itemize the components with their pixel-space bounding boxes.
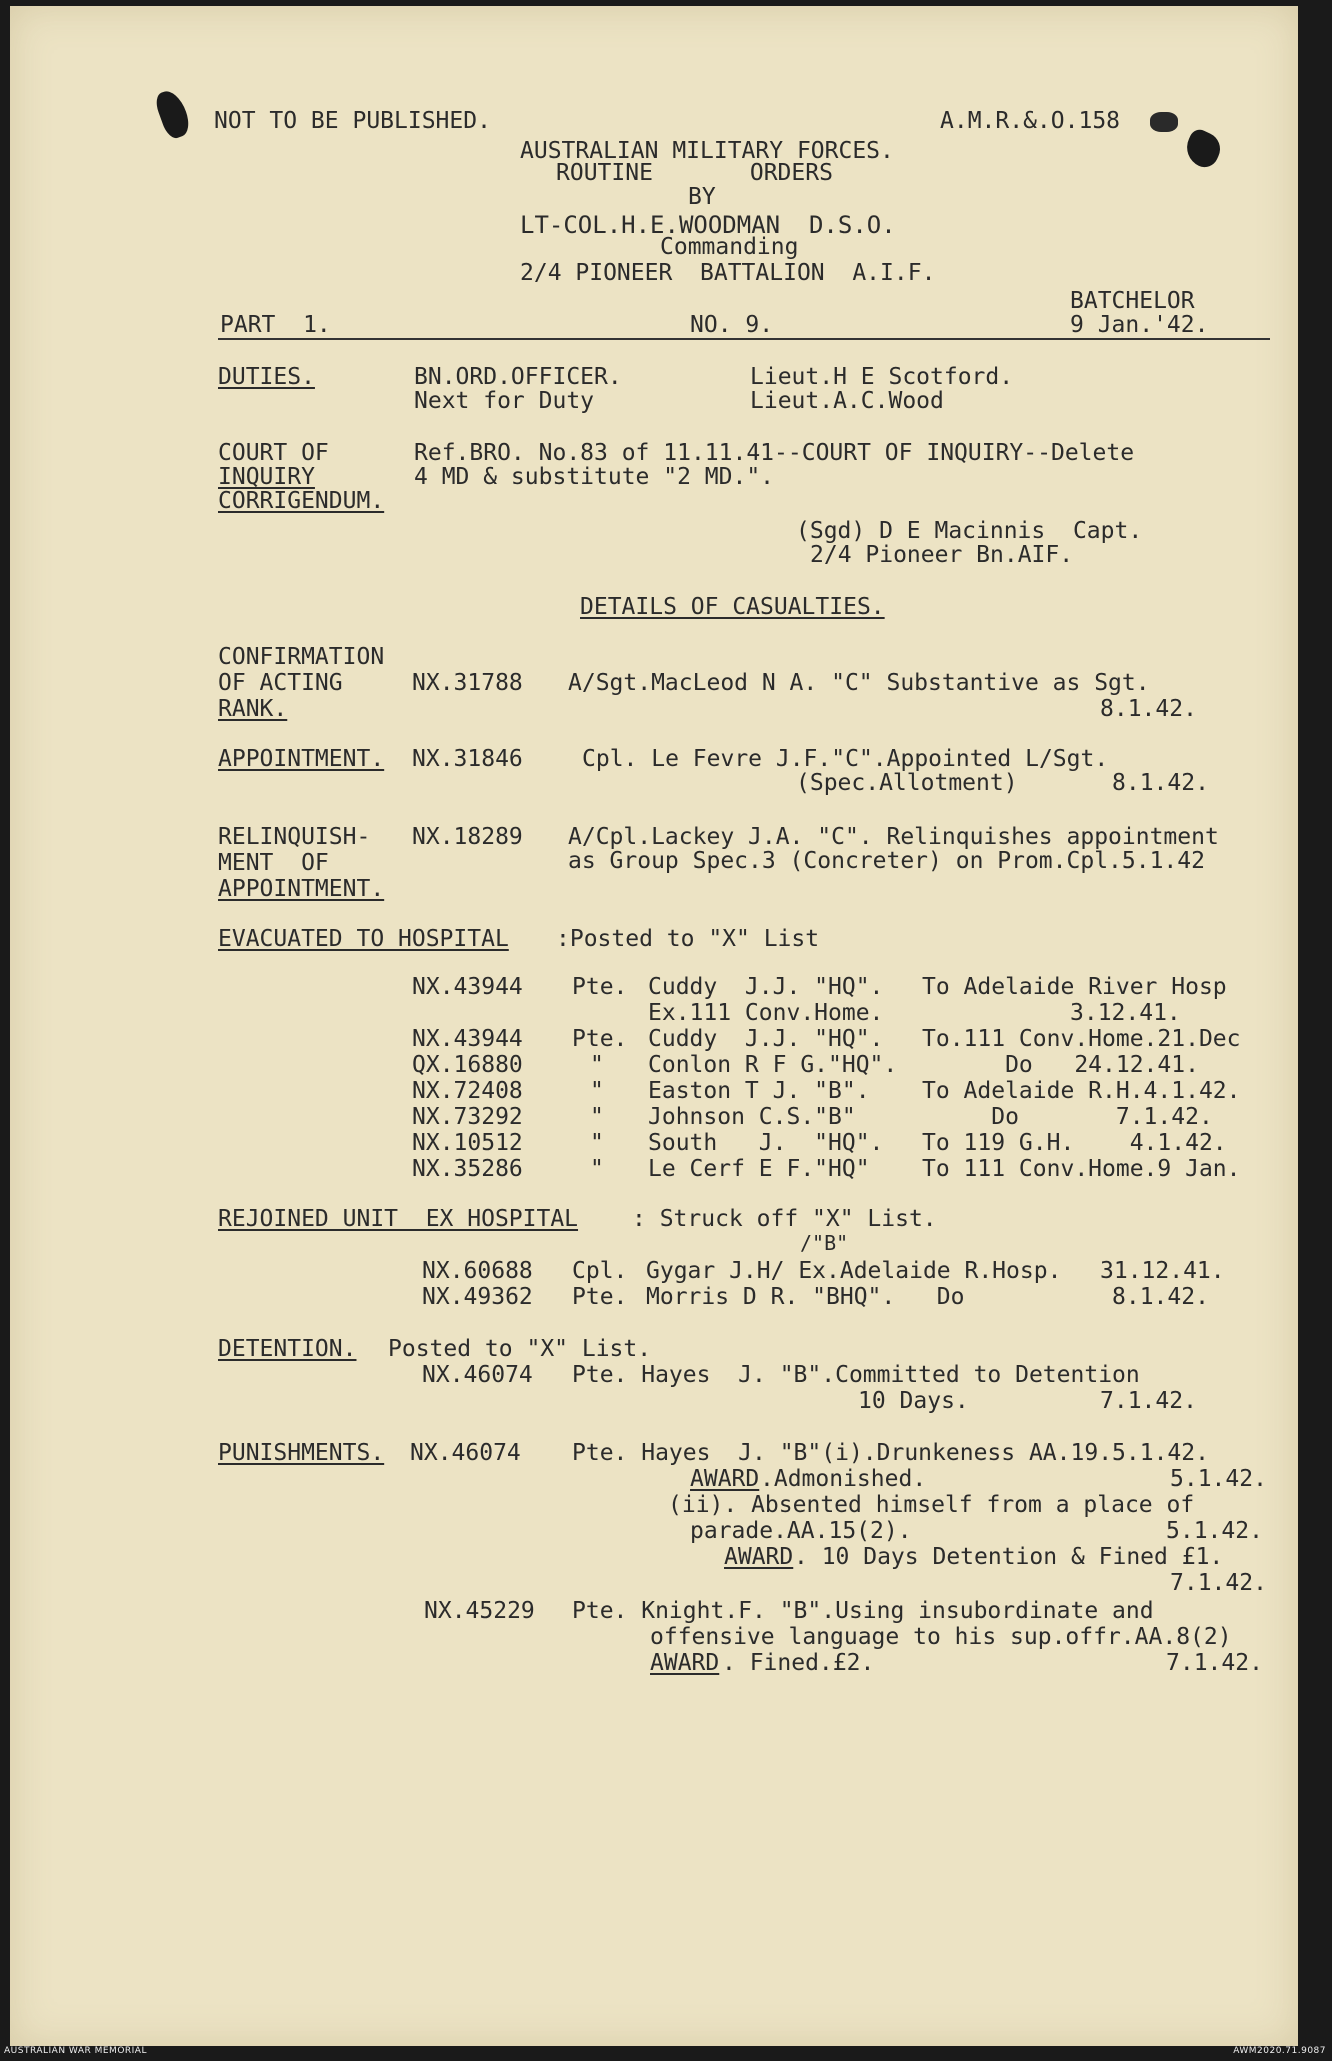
evac-row-rank: " (590, 1156, 604, 1182)
header-rule (218, 338, 1270, 340)
confirmation-text: A/Sgt.MacLeod N A. "C" Substantive as Sgt. (568, 670, 1150, 696)
evac-row-name: Johnson C.S."B" (648, 1104, 856, 1130)
appointment-text-2: (Spec.Allotment) (796, 770, 1018, 796)
location-label: BATCHELOR (1070, 288, 1195, 314)
relinquish-text-1: A/Cpl.Lackey J.A. "C". Relinquishes appointment (568, 824, 1219, 850)
evacuated-note: :Posted to "X" List (556, 926, 820, 952)
confirmation-date: 8.1.42. (1100, 696, 1197, 722)
confirmation-heading-2: OF ACTING (218, 670, 343, 696)
appointment-heading: APPOINTMENT. (218, 746, 385, 772)
confirmation-heading-3: RANK. (218, 696, 288, 722)
award-label: AWARD (650, 1650, 720, 1676)
award-1: .Admonished. (760, 1466, 927, 1492)
punishment-line-4: Pte. Knight.F. "B".Using insubordinate and (572, 1598, 1154, 1624)
footer-left: AUSTRALIAN WAR MEMORIAL (4, 2046, 147, 2056)
award-2-date: 7.1.42. (1170, 1570, 1267, 1596)
evac-row-number: NX.72408 (412, 1078, 523, 1104)
confirmation-heading-1: CONFIRMATION (218, 644, 385, 670)
order-date: 9 Jan.'42. (1070, 312, 1209, 338)
evac-row-detail: To Adelaide River Hosp (922, 974, 1227, 1000)
corrigendum-heading-3: CORRIGENDUM. (218, 488, 385, 514)
evac-row-name: South J. "HQ". (648, 1130, 884, 1156)
corrigendum-text-2: 4 MD & substitute "2 MD.". (414, 464, 775, 490)
rejoined-row-date: 8.1.42. (1112, 1284, 1209, 1310)
part-label: PART 1. (220, 312, 331, 338)
evacuated-heading: EVACUATED TO HOSPITAL (218, 926, 509, 952)
rejoined-row-number: NX.60688 (422, 1258, 533, 1284)
evac-row-rank: " (590, 1130, 604, 1156)
evac-row-name: Cuddy J.J. "HQ". (648, 974, 884, 1000)
detention-number: NX.46074 (422, 1362, 533, 1388)
order-number: NO. 9. (690, 312, 774, 338)
evac-row-number: NX.73292 (412, 1104, 523, 1130)
evac-row-name: Le Cerf E F."HQ" (648, 1156, 870, 1182)
evac-row-rank: " (590, 1104, 604, 1130)
duties-heading: DUTIES. (218, 364, 315, 390)
appointment-text-1: Cpl. Le Fevre J.F."C".Appointed L/Sgt. (582, 746, 1109, 772)
routine-orders-title: ROUTINE ORDERS (556, 160, 833, 186)
organisation-title: AUSTRALIAN MILITARY FORCES. (520, 138, 894, 164)
evac-row-detail: To.111 Conv.Home.21.Dec (922, 1026, 1241, 1052)
evac-row-detail: 3.12.41. (1070, 1000, 1181, 1026)
punishments-heading: PUNISHMENTS. (218, 1440, 385, 1466)
punishment-line-5: offensive language to his sup.offr.AA.8(2) (650, 1624, 1232, 1650)
ink-blot (1150, 112, 1178, 132)
duties-name-2: Lieut.A.C.Wood (750, 388, 944, 414)
evac-row-number: NX.43944 (412, 1026, 523, 1052)
signature-line-2: 2/4 Pioneer Bn.AIF. (810, 542, 1074, 568)
evac-row-detail: To Adelaide R.H.4.1.42. (922, 1078, 1241, 1104)
detention-note: Posted to "X" List. (388, 1336, 652, 1362)
duties-role-2: Next for Duty (414, 388, 595, 414)
commander-name: LT-COL.H.E.WOODMAN D.S.O. (520, 211, 896, 239)
evac-row-number: NX.35286 (412, 1156, 523, 1182)
duties-role-1: BN.ORD.OFFICER. (414, 364, 622, 390)
corrigendum-text-1: Ref.BRO. No.83 of 11.11.41--COURT OF INQUIRY--Delete (414, 440, 1135, 466)
award-label: AWARD (690, 1466, 760, 1492)
rejoined-row-rank: Pte. (572, 1284, 628, 1310)
punishment-number-2: NX.45229 (424, 1598, 535, 1624)
evac-row-name: Ex.111 Conv.Home. (648, 1000, 884, 1026)
punishment-line-3-date: 5.1.42. (1166, 1518, 1263, 1544)
relinquish-heading-2: MENT OF (218, 850, 329, 876)
confirmation-number: NX.31788 (412, 670, 523, 696)
award-2: . 10 Days Detention & Fined £1. (794, 1544, 1224, 1570)
rejoined-row-text: Gygar J.H/ Ex.Adelaide R.Hosp. (646, 1258, 1062, 1284)
by-label: BY (688, 184, 716, 210)
unit-name: 2/4 PIONEER BATTALION A.I.F. (520, 260, 936, 286)
evac-row-detail: Do 7.1.42. (922, 1104, 1213, 1130)
order-reference: A.M.R.&.O.158 (940, 108, 1121, 134)
not-published-label: NOT TO BE PUBLISHED. (214, 108, 491, 134)
rejoined-row-rank: Cpl. (572, 1258, 628, 1284)
detention-text: Pte. Hayes J. "B".Committed to Detention (572, 1362, 1140, 1388)
punishment-line-2: (ii). Absented himself from a place of (668, 1492, 1195, 1518)
relinquish-number: NX.18289 (412, 824, 523, 850)
evac-row-number: NX.10512 (412, 1130, 523, 1156)
detention-date: 7.1.42. (1100, 1388, 1197, 1414)
evac-row-detail: To 119 G.H. 4.1.42. (922, 1130, 1227, 1156)
appointment-date: 8.1.42. (1112, 770, 1209, 796)
award-1-date: 5.1.42. (1170, 1466, 1267, 1492)
rejoined-overwrite: /"B" (800, 1231, 849, 1255)
award-3: . Fined.£2. (722, 1650, 875, 1676)
corrigendum-heading-1: COURT OF (218, 440, 329, 466)
punishment-line-3: parade.AA.15(2). (690, 1518, 912, 1544)
rejoined-note: : Struck off "X" List. (632, 1206, 937, 1232)
duties-name-1: Lieut.H E Scotford. (750, 364, 1014, 390)
evac-row-rank: " (590, 1078, 604, 1104)
detention-days: 10 Days. (858, 1388, 969, 1414)
rejoined-row-text: Morris D R. "BHQ". Do (646, 1284, 965, 1310)
relinquish-heading-1: RELINQUISH- (218, 824, 371, 850)
casualties-title: DETAILS OF CASUALTIES. (580, 594, 885, 620)
commanding-label: Commanding (660, 234, 799, 260)
corrigendum-heading-2: INQUIRY (218, 464, 315, 490)
evac-row-number: QX.16880 (412, 1052, 523, 1078)
signature-line-1: (Sgd) D E Macinnis Capt. (796, 518, 1143, 544)
evac-row-name: Easton T J. "B". (648, 1078, 870, 1104)
award-3-date: 7.1.42. (1166, 1650, 1263, 1676)
evac-row-rank: Pte. (572, 1026, 628, 1052)
evac-row-detail: Do 24.12.41. (922, 1052, 1199, 1078)
rejoined-row-number: NX.49362 (422, 1284, 533, 1310)
relinquish-text-2: as Group Spec.3 (Concreter) on Prom.Cpl.5.1.42 (568, 848, 1205, 874)
evac-row-number: NX.43944 (412, 974, 523, 1000)
appointment-number: NX.31846 (412, 746, 523, 772)
evac-row-name: Cuddy J.J. "HQ". (648, 1026, 884, 1052)
evac-row-name: Conlon R F G."HQ". (648, 1052, 898, 1078)
detention-heading: DETENTION. (218, 1336, 357, 1362)
footer-right: AWM2020.71.9087 (1233, 2046, 1326, 2056)
relinquish-heading-3: APPOINTMENT. (218, 876, 385, 902)
evac-row-rank: " (590, 1052, 604, 1078)
evac-row-rank: Pte. (572, 974, 628, 1000)
rejoined-row-date: 31.12.41. (1100, 1258, 1225, 1284)
evac-row-detail: To 111 Conv.Home.9 Jan. (922, 1156, 1241, 1182)
punishment-number-1: NX.46074 (410, 1440, 521, 1466)
punishment-line-1: Pte. Hayes J. "B"(i).Drunkeness AA.19.5.1.42. (572, 1440, 1209, 1466)
rejoined-heading: REJOINED UNIT EX HOSPITAL (218, 1206, 579, 1232)
award-label: AWARD (724, 1544, 794, 1570)
